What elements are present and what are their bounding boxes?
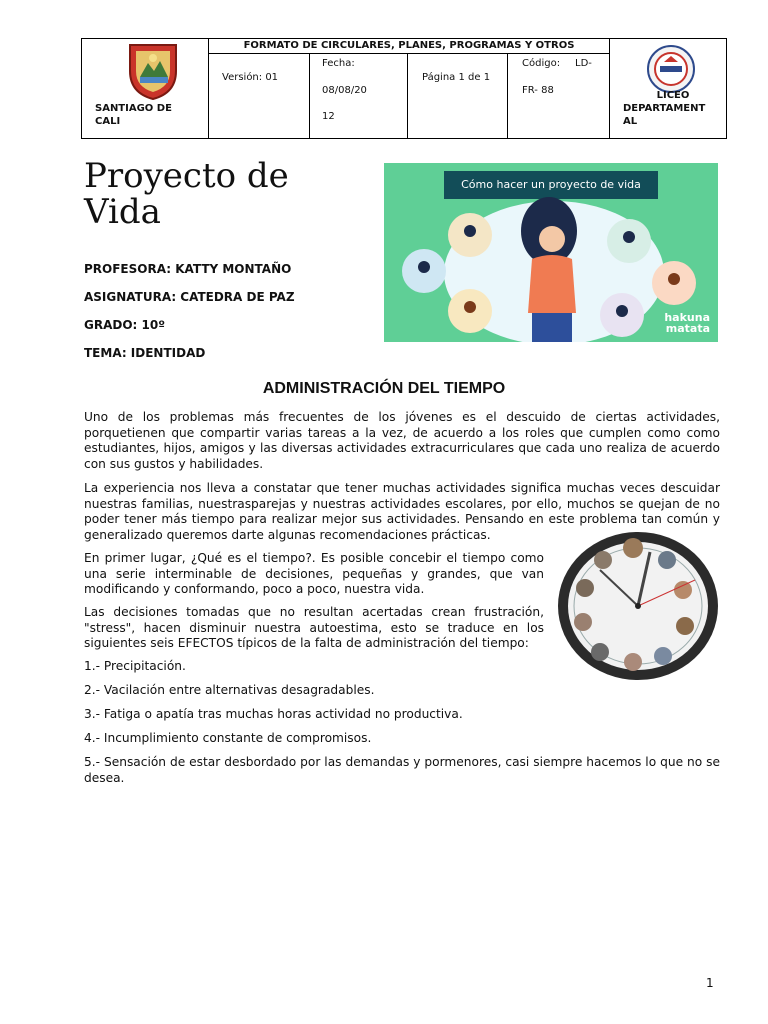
effect-item-2: 2.- Vacilación entre alternativas desagradables. [84,683,375,697]
header-fecha-label: Fecha: [322,58,355,69]
profesora-field: PROFESORA: KATTY MONTAÑO [84,262,292,276]
header-right-name-line2: DEPARTAMENT [623,103,706,114]
banner-brand-logo [664,312,710,334]
header-right-name-line3: AL [623,116,638,127]
header-version: Versión: 01 [222,72,279,83]
header-fecha-value: 08/08/20 [322,85,367,96]
document-title [84,158,374,230]
paragraph-4: Las decisiones tomadas que no resultan acertadas crean frustración, "stress", hacen disminuir nuestra autoestima, esto se traduce en los siguientes seis EFECTOS típicos de la falta de administración del tiempo: [84,605,544,651]
effect-item-4: 4.- Incumplimiento constante de compromisos. [84,731,372,745]
header-codigo-value-line2: FR- 88 [522,85,554,96]
banner-brand-line2: matata [665,322,710,335]
effect-item-1: 1.- Precipitación. [84,659,186,673]
page-number: 1 [706,976,714,990]
effect-item-5: 5.- Sensación de estar desbordado por las demandas y pormenores, casi siempre hacemos lo que no se desea. [84,755,720,785]
grado-field: GRADO: 10º [84,318,165,332]
document-title-line2: Vida [84,192,161,232]
life-project-banner-image [384,163,718,342]
section-heading: ADMINISTRACIÓN DEL TIEMPO [262,380,506,397]
paragraph-2: La experiencia nos lleva a constatar que tener muchas actividades significa muchas veces descuidar nuestras familias, nuestrasparejas y nuestras actividades escolares, por ello, muchos se quejan de no poder tener más tiempo para realizar mejor sus actividades. Pensando en este problema tan común y generalizado queremos darte algunas recomendaciones prácticas. [84,481,720,542]
asignatura-field: ASIGNATURA: CATEDRA DE PAZ [84,290,295,304]
header-format-title: FORMATO DE CIRCULARES, PLANES, PROGRAMAS Y OTROS [243,40,575,51]
header-right-name-line1: LICEO [656,90,690,101]
liceo-seal-logo [646,44,696,94]
header-page: Página 1 de 1 [422,72,491,83]
document-title-line1: Proyecto de [84,156,289,196]
document-header-table [81,38,727,139]
header-codigo-label: Código: [522,58,561,69]
effect-item-3: 3.- Fatiga o apatía tras muchas horas actividad no productiva. [84,707,463,721]
paragraph-1: Uno de los problemas más frecuentes de los jóvenes es el descuido de ciertas actividades, porquetienen que compartir varias tareas a la vez, de acuerdo a los roles que cumplen como como estudiantes, hijos, amigos y las diversas actividades extracurriculares que cada uno realiza de acuerdo con sus gustos y habilidades. [84,410,720,471]
banner-title: Cómo hacer un proyecto de vida [444,171,658,199]
banner-brand-line1: hakuna [664,311,710,324]
paragraph-3: En primer lugar, ¿Qué es el tiempo?. Es posible concebir el tiempo como una serie interminable de decisiones, pequeñas y grandes, que van modificando y conformando, poco a poco, nuestra vida. [84,551,544,597]
tema-field: TEMA: IDENTIDAD [84,346,206,360]
header-codigo-value: LD- [575,58,592,69]
header-right-name [623,89,723,128]
header-fecha-value-line2: 12 [322,111,335,122]
cali-coat-of-arms-logo [124,41,182,101]
header-left-name: SANTIAGO DE CALI [95,103,172,127]
